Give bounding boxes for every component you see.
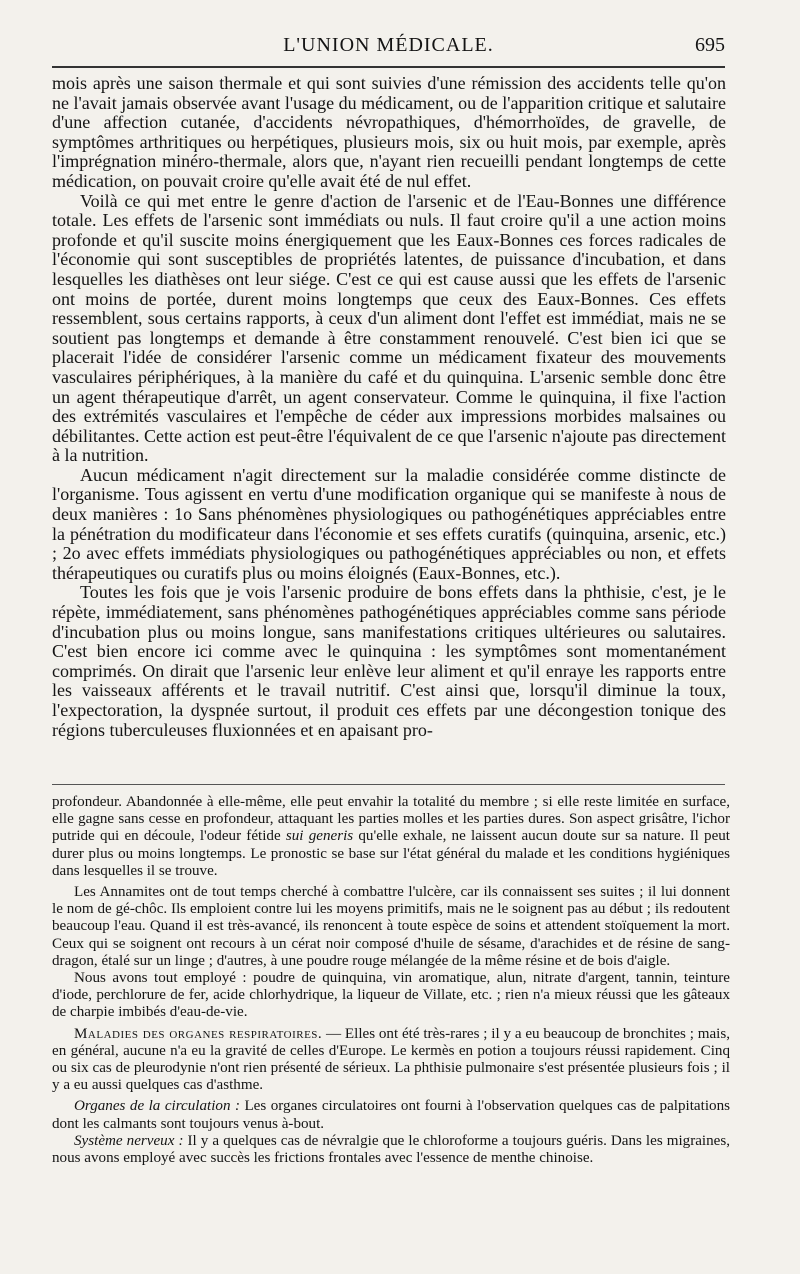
main-paragraph: mois après une saison thermale et qui sont suivies d'une rémission des accidents telle qu'on ne l'avait jamais observée avant l'usage du médicament, ou de l'apparition critique et salutaire d'une affection cutanée, d'accidents névropathiques, d'hémorrhoïdes, de gravelle, de symptômes arthritiques ou herpétiques, plusieurs mois, six ou huit mois, par exemple, après l'imprégnation minéro-thermale, alors que, n'ayant rien recueilli pendant longtemps de cette médication, on pouvait croire qu'elle avait été de nul effet. <box>52 73 726 191</box>
header-rule <box>52 66 725 68</box>
footnote-paragraph <box>52 1133 730 1167</box>
main-paragraph: Toutes les fois que je vois l'arsenic produire de bons effets dans la phthisie, c'est, je le répète, immédiatement, sans phénomènes pathogénétiques appréciables comme sans période d'incubation plus ou moins longue, sans manifestations critiques ultérieures ou salutaires. C'est bien encore ici comme avec le quinquina : les symptômes sont momentanément comprimés. On dirait que l'arsenic leur enlève leur aliment et qu'il enraye les rapports entre les vaisseaux afférents et le travail nutritif. C'est ainsi que, lorsqu'il diminue la toux, l'expectoration, la dyspnée surtout, il produit ces effets par une décongestion tonique des régions tuberculeuses fluxionnées et en apaisant pro- <box>52 582 726 740</box>
main-paragraph: Voilà ce qui met entre le genre d'action de l'arsenic et de l'Eau-Bonnes une différence totale. Les effets de l'arsenic sont immédiats ou nuls. Il faut croire qu'il a une action moins profonde et qu'il suscite moins énergiquement que les Eaux-Bonnes ces forces radicales de l'économie qui sont susceptibles de propriétés latentes, de puissance d'incubation, et dans lesquelles les diathèses ont leur siége. C'est ce qui est cause aussi que les effets de l'arsenic ont moins de portée, durent moins longtemps que ceux des Eaux-Bonnes. Ces effets ressemblent, sous certains rapports, à ceux d'un aliment dont l'effet est immédiat, mais ne se soutient pas longtemps et demande à être constamment renouvelé. C'est bien ici que se placerait l'idée de considérer l'arsenic comme un médicament fixateur des mouvements vasculaires périphériques, à la manière du café et du quinquina. L'arsenic semble donc être un agent thérapeutique d'arrêt, un agent conservateur. Comme le quinquina, il fixe l'action des extrémités vasculaires et l'empêche de céder aux impressions morbides malsaines ou débilitantes. Cette action est peut-être l'équivalent de ce que l'arsenic n'ajoute pas directement à la nutrition. <box>52 190 726 466</box>
section-heading: Organes de la circulation : <box>74 1098 240 1115</box>
main-paragraph: Aucun médicament n'agit directement sur la maladie considérée comme distincte de l'organisme. Tous agissent en vertu d'une modification organique qui se manifeste à nous de deux manières : 1o Sans phénomènes physiologiques ou pathogénétiques appréciables entre la pénétration du modificateur dans l'économie et ses effets curatifs (quinquina, arsenic, etc.) ; 2o avec effets immédiats physiologiques ou pathogénétiques appréciables ou non, et effets thérapeutiques ou curatifs plus ou moins éloignés (Eaux-Bonnes, etc.). <box>52 464 726 583</box>
footnote-paragraph <box>52 1026 730 1095</box>
section-heading: Système nerveux : <box>74 1132 184 1149</box>
main-text <box>52 74 726 740</box>
footnote-text: Il y a quelques cas de névralgie que le chloroforme a toujours guéris. Dans les migraines, nous avons employé avec succès les frictions frontales avec l'essence de menthe chinoise. <box>52 1132 731 1167</box>
footnote-italic: sui generis <box>285 828 354 845</box>
footnote-text: — Elles ont été très-rares ; il y a eu beaucoup de bronchites ; mais, en général, aucune n'a eu la gravité de celles d'Europe. Le kermès en potion a toujours réussi rapidement. Cinq ou six cas de pleurodynie n'ont rien présenté de sérieux. La phthisie pulmonaire s'est présentée plusieurs fois ; il y a eu aussi quelques cas d'asthme. <box>52 1025 730 1094</box>
journal-title: L'UNION MÉDICALE. <box>283 34 494 56</box>
footnotes <box>52 794 730 1167</box>
footnote-text: qu'elle exhale, ne laissent aucun doute sur sa nature. Il peut durer plus ou moins longtemps. Le pronostic se base sur l'état général du malade et les conditions hygiéniques dans lesquelles il se trouve. <box>52 828 731 879</box>
footnote-paragraph: Les Annamites ont de tout temps cherché à combattre l'ulcère, car ils connaissent ses suites ; il lui donnent le nom de gé-chôc. Ils emploient contre lui les moyens primitifs, mais ne le soignent pas au début ; ils redoutent beaucoup l'eau. Quand il est très-avancé, ils renoncent à toute espèce de soins et attendent stoïquement la mort. Ceux qui se soignent ont recours à un cérat noir composé d'huile de sésame, d'arachides et de résine de sang-dragon, étalé sur un linge ; d'autres, à une poudre rouge mélangée de la même résine et de bois d'aigle. <box>52 884 730 969</box>
section-heading: Maladies des organes respiratoires. <box>74 1025 323 1042</box>
footnote-text: profondeur. Abandonnée à elle-même, elle peut envahir la totalité du membre ; si elle reste limitée en surface, elle gagne sans cesse en profondeur, attaquant les parties molles et les parties dures. Son aspect grisâtre, l'ichor putride qui en découle, l'odeur fétide <box>52 794 730 845</box>
footnote-rule <box>52 784 725 785</box>
footnote-paragraph <box>52 794 730 880</box>
footnote-paragraph: Nous avons tout employé : poudre de quinquina, vin aromatique, alun, nitrate d'argent, tannin, teinture d'iode, perchlorure de fer, acide chlorhydrique, la liqueur de Villate, etc. ; rien n'a mieux réussi que les gâteaux de charpie imbibés d'eau-de-vie. <box>52 970 730 1021</box>
running-header <box>52 34 725 62</box>
page-number: 695 <box>695 34 725 56</box>
footnote-text: Les organes circulatoires ont fourni à l'observation quelques cas de palpitations dont les calmants sont toujours venus à-bout. <box>52 1098 730 1132</box>
footnote-paragraph <box>52 1098 730 1132</box>
